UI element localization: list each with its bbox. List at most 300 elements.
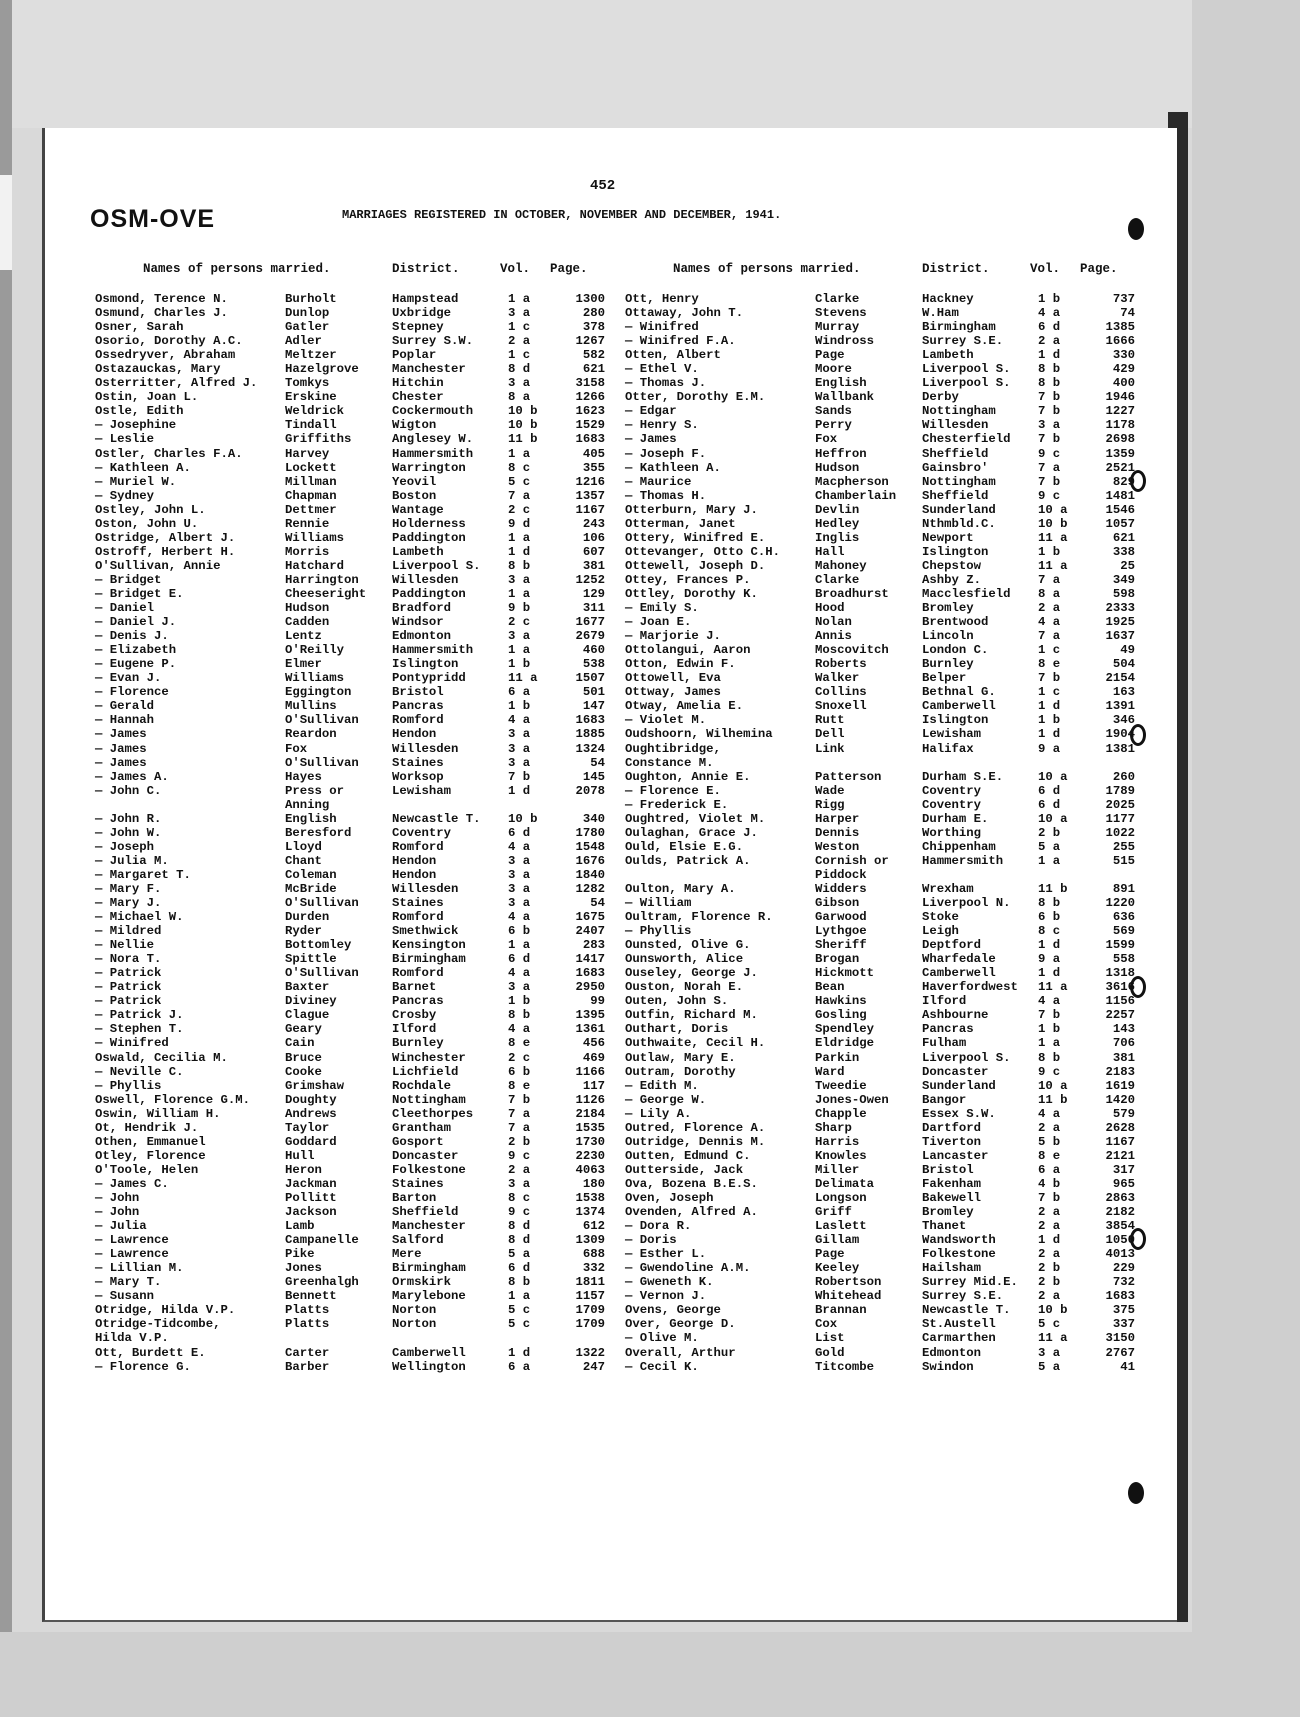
entry-row [95, 1008, 615, 1022]
entry-name: — James C. [95, 1176, 169, 1191]
entry-spouse: Beresford [285, 825, 352, 840]
header-names: Names of persons married. [143, 262, 331, 276]
entry-page: 1599 [1105, 938, 1135, 953]
entry-vol: 8 c [1038, 924, 1061, 939]
entry-name: — Maurice [625, 474, 692, 489]
entry-spouse: Dettmer [285, 502, 337, 517]
entry-name: — Julia [95, 1219, 147, 1234]
entry-row [625, 1079, 1145, 1093]
entry-vol: 8 b [508, 1275, 531, 1290]
entry-spouse: Hawkins [815, 994, 867, 1009]
entry-name: Ounsworth, Alice [625, 952, 744, 967]
entry-row [95, 924, 615, 938]
entry-spouse: Laslett [815, 1219, 867, 1234]
entry-row [95, 320, 615, 334]
entry-spouse: Ward [815, 1064, 845, 1079]
entry-vol: 3 a [508, 572, 531, 587]
entry-name: — Hannah [95, 713, 155, 728]
entry-vol: 4 a [508, 910, 531, 925]
entry-page: 3150 [1105, 1331, 1135, 1346]
entry-spouse: Harrington [285, 572, 359, 587]
entry-name: Oulton, Mary A. [625, 881, 736, 896]
entry-vol: 1 a [508, 446, 531, 461]
entry-district: Pancras [392, 994, 444, 1009]
entry-vol: 3 a [508, 896, 531, 911]
entry-row [95, 742, 615, 756]
entry-district: Staines [392, 1176, 444, 1191]
entry-row [625, 545, 1145, 559]
entry-district: Wharfedale [922, 952, 996, 967]
entry-row [625, 854, 1145, 868]
entry-spouse: Bruce [285, 1050, 322, 1065]
entry-page: 1780 [575, 825, 605, 840]
entry-row [95, 1163, 615, 1177]
entry-spouse: Titcombe [815, 1359, 875, 1374]
entry-vol: 7 b [1038, 432, 1061, 447]
entry-district: Hammersmith [392, 643, 474, 658]
entry-spouse: Hudson [815, 460, 860, 475]
entry-district: Lewisham [392, 783, 452, 798]
entry-page: 1637 [1105, 629, 1135, 644]
entry-spouse: Inglis [815, 530, 860, 545]
entry-page: 1227 [1105, 404, 1135, 419]
entry-vol: 2 a [1038, 1120, 1061, 1135]
entry-vol: 8 c [508, 460, 531, 475]
entry-district: Doncaster [922, 1064, 989, 1079]
entry-page: 504 [1112, 657, 1135, 672]
entry-page: 579 [1112, 1106, 1135, 1121]
entry-row [625, 418, 1145, 432]
entry-row [95, 1346, 615, 1360]
entry-name: — Winifred [95, 1036, 169, 1051]
entry-row [625, 531, 1145, 545]
entry-page: 117 [582, 1078, 605, 1093]
entry-district: Sheffield [922, 488, 989, 503]
entry-name: — Josephine [95, 418, 177, 433]
entry-district: St.Austell [922, 1317, 996, 1332]
entry-district: Wellington [392, 1359, 466, 1374]
entry-row [625, 503, 1145, 517]
entry-row [625, 390, 1145, 404]
entry-page: 1730 [575, 1134, 605, 1149]
entry-vol: 3 a [508, 867, 531, 882]
entry-spouse: McBride [285, 881, 337, 896]
entry-page: 49 [1120, 643, 1135, 658]
entry-spouse: Pollitt [285, 1191, 337, 1205]
entry-name: — Evan J. [95, 671, 162, 686]
entry-spouse: O'Sullivan [285, 713, 359, 728]
entry-name: Ottway, James [625, 685, 721, 700]
entry-row [95, 404, 615, 418]
entry-spouse: Hayes [285, 769, 322, 784]
entry-spouse: Widders [815, 881, 867, 896]
entry-row [625, 404, 1145, 418]
entry-name: Oughtred, Violet M. [625, 811, 766, 826]
entry-spouse: Millman [285, 474, 337, 489]
entry-page: 598 [1112, 586, 1135, 601]
entry-spouse: Tindall [285, 418, 337, 433]
entry-spouse: Brannan [815, 1303, 867, 1318]
entry-spouse: Page [815, 1247, 845, 1262]
entry-district: Camberwell [922, 966, 996, 981]
right-column [625, 262, 1145, 1374]
entry-page: 1391 [1105, 699, 1135, 714]
entry-row [95, 390, 615, 404]
entry-row [95, 1317, 615, 1331]
entry-row [625, 1177, 1145, 1191]
entry-name: Oswald, Cecilia M. [95, 1050, 228, 1065]
entry-vol: 11 a [508, 671, 538, 686]
entry-vol: 1 c [508, 320, 531, 335]
entry-district: Durham S.E. [922, 769, 1004, 784]
entry-row [625, 1093, 1145, 1107]
entry-row [95, 657, 615, 671]
entry-row [95, 1261, 615, 1275]
entry-name: — Susann [95, 1289, 155, 1304]
entry-name: — Joan E. [625, 615, 692, 630]
entry-vol: 2 a [1038, 1219, 1061, 1234]
entry-name: Ott, Burdett E. [95, 1345, 206, 1360]
entry-vol: 7 b [1038, 1008, 1061, 1023]
entry-name: — Henry S. [625, 418, 699, 433]
entry-row [625, 882, 1145, 896]
entry-district: Durham E. [922, 811, 989, 826]
entry-vol: 11 a [1038, 1331, 1068, 1346]
entry-page: 1252 [575, 572, 605, 587]
entry-vol: 4 a [508, 839, 531, 854]
entry-district: Coventry [922, 783, 982, 798]
entry-spouse: Cadden [285, 615, 330, 630]
entry-name: Osorio, Dorothy A.C. [95, 334, 243, 349]
entry-spouse: Ryder [285, 924, 322, 939]
entry-district: Camberwell [922, 699, 996, 714]
entry-district: Sunderland [922, 502, 996, 517]
entry-district: Lambeth [922, 348, 974, 363]
entry-row [95, 713, 615, 727]
entry-spouse: Bottomley [285, 938, 352, 953]
entry-spouse: Meltzer [285, 348, 337, 363]
entry-vol: 5 c [508, 1317, 531, 1332]
entry-spouse: Lamb [285, 1219, 315, 1234]
entry-name: Oultram, Florence R. [625, 910, 773, 925]
entry-page: 1220 [1105, 896, 1135, 911]
entry-page: 612 [582, 1219, 605, 1234]
entry-spouse: Harris [815, 1134, 860, 1149]
entry-row [95, 854, 615, 868]
entry-name: Osterritter, Alfred J. [95, 376, 258, 391]
entry-row [95, 770, 615, 784]
entry-district: Gosport [392, 1134, 444, 1149]
entry-name: Oudshoorn, Wilhemina [625, 727, 773, 742]
entry-name: Oswin, William H. [95, 1106, 221, 1121]
entry-page: 1216 [575, 474, 605, 489]
entry-spouse: Spendley [815, 1022, 875, 1037]
entry-vol: 1 d [1038, 966, 1061, 981]
entry-row [95, 292, 615, 306]
entry-district: Coventry [392, 825, 452, 840]
entry-name: Ott, Henry [625, 292, 699, 306]
entry-name: — Cecil K. [625, 1359, 699, 1374]
entry-row [625, 587, 1145, 601]
header-name-range: OSM-OVE [90, 205, 216, 233]
entry-page: 1538 [575, 1191, 605, 1205]
entry-district: Romford [392, 713, 444, 728]
entry-row [625, 1346, 1145, 1360]
entry-name: Ottery, Winifred E. [625, 530, 766, 545]
entry-name: Ossedryver, Abraham [95, 348, 236, 363]
entry-name: Constance M. [625, 755, 714, 770]
entry-name: Otter, Dorothy E.M. [625, 390, 766, 405]
entry-district: Essex S.W. [922, 1106, 996, 1121]
entry-row [95, 980, 615, 994]
entry-row [95, 1135, 615, 1149]
entry-page: 688 [582, 1247, 605, 1262]
entry-district: Newport [922, 530, 974, 545]
right-entries-list [625, 292, 1145, 1374]
entry-name: Ould, Elsie E.G. [625, 839, 744, 854]
entry-vol: 1 d [508, 1345, 531, 1360]
entry-spouse: Griffiths [285, 432, 352, 447]
entry-vol: 1 d [508, 783, 531, 798]
entry-spouse: Garwood [815, 910, 867, 925]
entry-district: Haverfordwest [922, 980, 1018, 995]
entry-vol: 1 d [1038, 699, 1061, 714]
entry-page: 317 [1112, 1162, 1135, 1177]
entry-page: 2182 [1105, 1205, 1135, 1220]
entry-spouse: Clarke [815, 292, 860, 306]
entry-page: 3854 [1105, 1219, 1135, 1234]
entry-vol: 1 c [508, 348, 531, 363]
entry-page: 1324 [575, 741, 605, 756]
entry-page: 1385 [1105, 320, 1135, 335]
entry-name: Osmond, Terence N. [95, 292, 228, 306]
entry-spouse: Clarke [815, 572, 860, 587]
entry-row [95, 699, 615, 713]
entry-vol: 4 a [1038, 994, 1061, 1009]
entry-vol: 8 a [1038, 586, 1061, 601]
entry-row [95, 1275, 615, 1289]
entry-spouse: Lloyd [285, 839, 322, 854]
entry-spouse: Carter [285, 1345, 330, 1360]
entry-vol: 6 a [1038, 1162, 1061, 1177]
entry-vol: 1 a [508, 292, 531, 306]
entry-page: 569 [1112, 924, 1135, 939]
entry-spouse: Hall [815, 544, 845, 559]
entry-district: Romford [392, 966, 444, 981]
entry-district: Lichfield [392, 1064, 459, 1079]
entry-vol: 8 e [508, 1036, 531, 1051]
entry-row [625, 756, 1145, 770]
entry-row [95, 1205, 615, 1219]
entry-row [95, 1051, 615, 1065]
entry-name: Ottowell, Eva [625, 671, 721, 686]
entry-page: 106 [582, 530, 605, 545]
entry-district: Nthmbld.C. [922, 516, 996, 531]
entry-district: Bristol [392, 685, 444, 700]
entry-page: 2863 [1105, 1191, 1135, 1205]
entry-page: 400 [1112, 376, 1135, 391]
entry-name: — Thomas H. [625, 488, 707, 503]
entry-vol: 2 a [1038, 1247, 1061, 1262]
entry-page: 1282 [575, 881, 605, 896]
entry-row [95, 896, 615, 910]
entry-page: 74 [1120, 306, 1135, 321]
entry-vol: 7 b [1038, 390, 1061, 405]
entry-row [95, 798, 615, 812]
entry-row [625, 910, 1145, 924]
entry-spouse: Gosling [815, 1008, 867, 1023]
entry-district: Deptford [922, 938, 982, 953]
entry-row [625, 770, 1145, 784]
entry-page: 1811 [575, 1275, 605, 1290]
entry-spouse: Goddard [285, 1134, 337, 1149]
entry-row [625, 1360, 1145, 1374]
entry-district: Willesden [392, 741, 459, 756]
entry-vol: 9 c [508, 1148, 531, 1163]
entry-page: 1361 [575, 1022, 605, 1037]
entry-name: — Leslie [95, 432, 155, 447]
entry-vol: 9 a [1038, 952, 1061, 967]
entry-name: Oulds, Patrick A. [625, 853, 751, 868]
entry-spouse: Diviney [285, 994, 337, 1009]
entry-row [95, 1036, 615, 1050]
entry-name: — Neville C. [95, 1064, 184, 1079]
entry-district: Paddington [392, 586, 466, 601]
entry-row [625, 798, 1145, 812]
entry-page: 515 [1112, 853, 1135, 868]
entry-name: — Phyllis [625, 924, 692, 939]
entry-district: Smethwick [392, 924, 459, 939]
entry-district: Folkestone [392, 1162, 466, 1177]
entry-row [625, 994, 1145, 1008]
entry-district: Nottingham [922, 404, 996, 419]
entry-row [95, 1065, 615, 1079]
entry-row [95, 376, 615, 390]
entry-spouse: Coleman [285, 867, 337, 882]
entry-row [95, 1331, 615, 1345]
entry-page: 54 [590, 896, 605, 911]
entry-vol: 11 b [1038, 881, 1068, 896]
entry-name: Oughtibridge, [625, 741, 721, 756]
entry-page: 2521 [1105, 460, 1135, 475]
entry-row [625, 699, 1145, 713]
entry-page: 1709 [575, 1317, 605, 1332]
entry-page: 1683 [575, 713, 605, 728]
entry-district: Willesden [922, 418, 989, 433]
entry-row [625, 573, 1145, 587]
entry-spouse: Jackson [285, 1205, 337, 1220]
entry-vol: 3 a [508, 629, 531, 644]
entry-district: Burnley [922, 657, 974, 672]
entry-page: 280 [582, 306, 605, 321]
entry-page: 1178 [1105, 418, 1135, 433]
entry-vol: 10 b [1038, 516, 1068, 531]
entry-vol: 7 a [1038, 460, 1061, 475]
entry-row [95, 952, 615, 966]
entry-district: Swindon [922, 1359, 974, 1374]
entry-spouse: Jones-Owen [815, 1092, 889, 1107]
entry-district: Norton [392, 1303, 437, 1318]
entry-name: Otten, Albert [625, 348, 721, 363]
entry-row [95, 868, 615, 882]
entry-district: Nottingham [922, 474, 996, 489]
entry-row [625, 320, 1145, 334]
entry-district: Sheffield [922, 446, 989, 461]
entry-row [95, 1233, 615, 1247]
entry-district: Boston [392, 488, 437, 503]
entry-name: — Gerald [95, 699, 155, 714]
entry-vol: 9 c [1038, 446, 1061, 461]
entry-page: 1318 [1105, 966, 1135, 981]
entry-vol: 8 d [508, 1219, 531, 1234]
entry-vol: 8 e [1038, 1148, 1061, 1163]
entry-vol: 4 b [1038, 1176, 1061, 1191]
entry-page: 1677 [575, 615, 605, 630]
entry-name: — John C. [95, 783, 162, 798]
entry-name: Otley, Florence [95, 1148, 206, 1163]
entry-vol: 5 a [1038, 1359, 1061, 1374]
entry-page: 2407 [575, 924, 605, 939]
entry-spouse: Keeley [815, 1261, 860, 1276]
entry-name: Otterburn, Mary J. [625, 502, 758, 517]
entry-page: 1676 [575, 853, 605, 868]
entry-row [95, 334, 615, 348]
entry-district: Nottingham [392, 1092, 466, 1107]
entry-name: — Marjorie J. [625, 629, 721, 644]
entry-row [95, 629, 615, 643]
entry-name: — Patrick [95, 966, 162, 981]
entry-district: Rochdale [392, 1078, 452, 1093]
entry-spouse: Hood [815, 601, 845, 616]
entry-name: Ostley, John L. [95, 502, 206, 517]
entry-row [625, 980, 1145, 994]
entry-row [95, 1247, 615, 1261]
entry-vol: 9 a [1038, 741, 1061, 756]
entry-row [95, 1149, 615, 1163]
entry-row [95, 994, 615, 1008]
entry-district: Hendon [392, 853, 437, 868]
entry-vol: 2 c [508, 502, 531, 517]
entry-vol: 6 d [1038, 783, 1061, 798]
entry-vol: 2 a [1038, 601, 1061, 616]
entry-name: Overall, Arthur [625, 1345, 736, 1360]
entry-district: Worthing [922, 825, 982, 840]
entry-spouse: Pike [285, 1247, 315, 1262]
entry-vol: 2 a [1038, 1205, 1061, 1220]
entry-district: Cockermouth [392, 404, 474, 419]
entry-name: — Elizabeth [95, 643, 177, 658]
entry-district: Chepstow [922, 558, 982, 573]
entry-page: 737 [1112, 292, 1135, 306]
entry-spouse: Bennett [285, 1289, 337, 1304]
entry-district: Liverpool S. [392, 558, 481, 573]
entry-district: Hackney [922, 292, 974, 306]
column-headers [625, 262, 1145, 292]
entry-vol: 11 a [1038, 558, 1068, 573]
entry-name: — Nellie [95, 938, 155, 953]
entry-row [625, 1191, 1145, 1205]
entry-page: 3616 [1105, 980, 1135, 995]
entry-page: 1322 [575, 1345, 605, 1360]
entry-row [95, 601, 615, 615]
entry-district: Belper [922, 671, 967, 686]
entry-name: Ottley, Dorothy K. [625, 586, 758, 601]
entry-page: 247 [582, 1359, 605, 1374]
entry-row [625, 334, 1145, 348]
entry-spouse: Robertson [815, 1275, 882, 1290]
entry-name: — Phyllis [95, 1078, 162, 1093]
entry-spouse: Platts [285, 1317, 330, 1332]
